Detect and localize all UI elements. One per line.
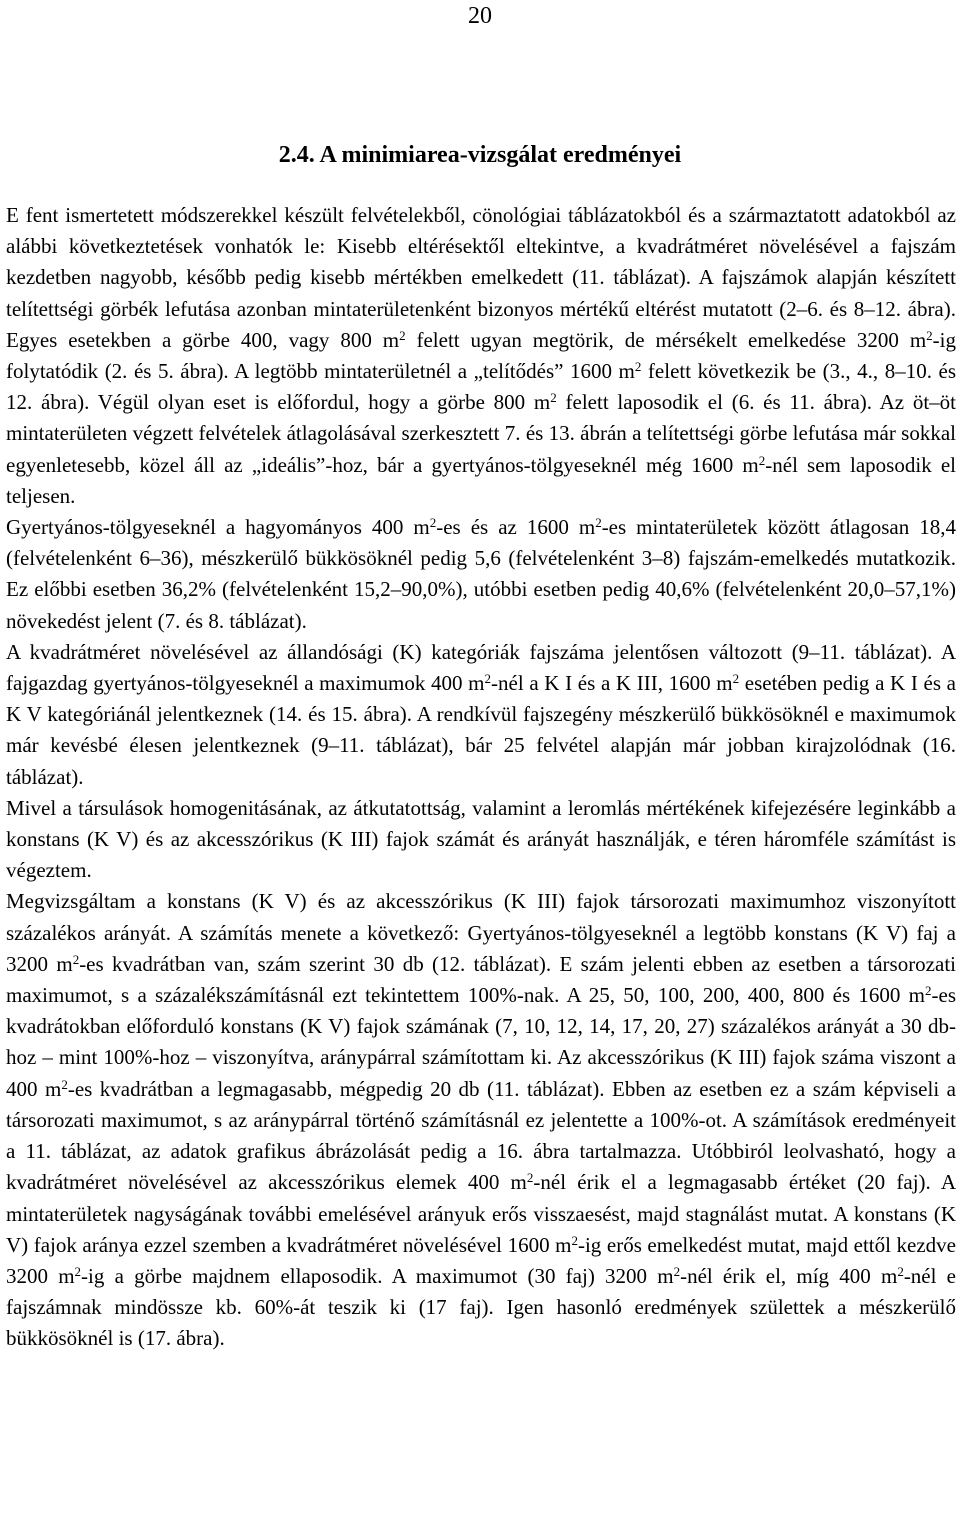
text-segment: -ig erős emelkedést mutat, majd ettől kezdve 3200 m (6, 1232, 956, 1288)
paragraph-percentage-calculation (6, 886, 956, 1354)
paragraph-species-increase (6, 512, 956, 637)
text-segment: felett ugyan megtörik, de mérsékelt emelkedése 3200 m (405, 327, 927, 352)
text-segment: -es kvadrátban a legmagasabb, mégpedig 20 db (11. táblázat). Ebben az esetben ez a szám képviseli a társorozati maximumot, s az aránypárral történő számításnál ez jelentette a 100%-ot. A számítások eredményeit a 11. táblázat, az adatok grafikus ábrázolását pedig a 16. ábra tartalmazza. Utóbbiról leolvasható, hogy a kvadrátméret növelésével az akcesszórikus elemek 400 m (6, 1076, 956, 1195)
superscript: 2 (732, 671, 740, 687)
section-title: A minimiarea-vizsgálat eredményei (319, 142, 682, 168)
text-segment: -es kvadrátban van, szám szerint 30 db (12. táblázat). E szám jelenti ebben az esetben a társorozati maximumot, s a százalékszámításnál ezt tekintettem 100%-nak. A 25, 50, 100, 200, 400, 800 és 1600 m (6, 951, 956, 1008)
superscript: 2 (926, 327, 933, 343)
text-segment: -ig folytatódik (2. és 5. ábra). A legtöbb mintaterületnél a „telítődés” 1600 m (6, 327, 956, 384)
text-segment: felett következik be (3., 4., 8–10. és 12. ábra). Végül olyan eset is előfordul, hogy a görbe 800 m (6, 359, 957, 415)
superscript: 2 (595, 515, 602, 531)
superscript: 2 (74, 1263, 82, 1279)
text-segment: A kvadrátméret növelésével az állandósági (K) kategóriák fajszáma jelentősen változott (9–11. táblázat). A fajgazdag gyertyános-tölgyeseknél a maximumok 400 m (6, 639, 956, 696)
superscript: 2 (550, 390, 557, 406)
text-segment: -nél érik el, míg 400 m (680, 1263, 898, 1288)
text-segment: esetében pedig a K I és a K V kategóriánál jelentkeznek (14. és 15. ábra). A rendkívül fajszegény mészkerülő bükkösöknél e maximumok már kevésbé élesen jelentkeznek (9–11. táblázat), bár 25 felvétel alapján már jobban kirajzolódnak (16. táblázat). (6, 671, 957, 789)
paragraph-constancy-categories (6, 637, 956, 793)
superscript: 2 (897, 1263, 904, 1279)
paragraph-results-intro (6, 200, 956, 512)
body-text (6, 200, 956, 1355)
text-segment: -nél a K I és a K III, 1600 m (491, 671, 733, 696)
superscript: 2 (571, 1232, 578, 1248)
text-segment: -nél e fajszámnak mindössze kb. 60%-át teszik ki (17 faj). Igen hasonló eredmények születtek a mészkerülő bükkösöknél is (17. ábra). (6, 1263, 956, 1351)
superscript: 2 (526, 1170, 534, 1186)
text-segment: -es és az 1600 m (436, 515, 596, 540)
section-heading (0, 140, 960, 170)
text-segment: -nél érik el a legmagasabb értéket (20 faj). A mintaterületek nagyságának további emelésével arányuk erős visszaesést, majd stagnálást mutat. A konstans (K V) fajok aránya ezzel szemben a kvadrátméret növelésével 1600 m (6, 1170, 956, 1257)
text-segment: felett laposodik el (6. és 11. ábra). Az öt–öt mintaterületen végzett felvételek átlagolásával szerkesztett 7. és 13. ábrán a telítettségi görbe lefutása már sokkal egyenletesebb, közel áll az „ideális”-hoz, bár a gyertyános-tölgyeseknél még 1600 m (6, 390, 956, 477)
superscript: 2 (673, 1263, 681, 1279)
text-segment: Megvizsgáltam a konstans (K V) és az akcesszórikus (K III) fajok társorozati maximumhoz viszonyított százalékos arányát. A számítás menete a következő: Gyertyános-tölgyeseknél a legtöbb konstans (K V) faj a 3200 m (6, 889, 956, 976)
superscript: 2 (758, 452, 766, 468)
superscript: 2 (925, 983, 932, 999)
text-segment: E fent ismertetett módszerekkel készült felvételekből, cönológiai táblázatokból és a származtatott adatokból az alábbi következtetések vonhatók le: Kisebb eltérésektől eltekintve, a kvadrátméret növelésével a fajszám kezdetben nagyobb, később pedig kisebb mértékben emelkedett (11. táblázat). A fajszámok alapján készített telítettségi görbék lefutása azonban mintaterületenként bizonyos mértékű eltérést mutatott (2–6. és 8–12. ábra). Egyes esetekben a görbe 400, vagy 800 m (6, 203, 956, 352)
text-segment: Gyertyános-tölgyeseknél a hagyományos 400 m (6, 515, 430, 540)
text-segment: Mivel a társulások homogenitásának, az átkutatottság, valamint a leromlás mértékének kifejezésére leginkább a konstans (K V) és az akcesszórikus (K III) fajok számát és arányát használják, e téren háromféle számítást is végeztem. (6, 795, 956, 883)
superscript: 2 (484, 671, 492, 687)
page-number: 20 (468, 3, 492, 29)
superscript: 2 (61, 1076, 68, 1092)
text-segment: -ig a görbe majdnem ellaposodik. A maximumot (30 faj) 3200 m (81, 1263, 674, 1288)
paragraph-homogeneity (6, 793, 956, 887)
superscript: 2 (399, 327, 406, 343)
text-segment: -nél sem laposodik el teljesen. (6, 452, 956, 508)
superscript: 2 (634, 359, 642, 375)
superscript: 2 (429, 515, 437, 531)
text-segment: -es kvadrátokban előforduló konstans (K V) fajok számának (7, 10, 12, 14, 17, 20, 27) százalékos arányát a 30 db-hoz – mint 100%-hoz – viszonyítva, aránypárral számítottam ki. Az akcesszórikus (K III) fajok száma viszont a 400 m (6, 983, 956, 1101)
superscript: 2 (72, 951, 80, 967)
section-number: 2.4. (278, 142, 315, 168)
text-segment: -es mintaterületek között átlagosan 18,4 (felvételenként 6–36), mészkerülő bükkösöknél pedig 5,6 (felvételenként 3–8) fajszám-emelkedés mutatkozik. Ez előbbi esetben 36,2% (felvételenként 15,2–90,0%), utóbbi esetben pedig 40,6% (felvételenként 20,0–57,1%) növekedést jelent (7. és 8. táblázat). (6, 515, 956, 633)
